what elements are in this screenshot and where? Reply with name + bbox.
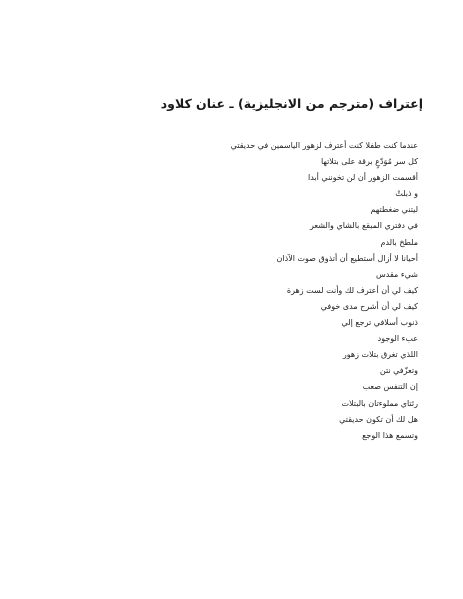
poem-line: وتعزّفي نتن — [379, 366, 418, 376]
poem-line: عندما كنت طفلا كنت أعترف لزهور الياسمين في حديقتي — [230, 141, 418, 150]
poem-line: كل سر مُوَدّعٍ برقة على بتلاتها — [320, 157, 418, 167]
poem-line: هل لك أن تكون حديقتي — [339, 414, 418, 424]
poem-line: و ذبلتْ — [395, 189, 418, 199]
poem-line: اللذي تغرق بتلات زهور — [342, 350, 418, 360]
poem-body — [118, 138, 418, 444]
poem-line: كيف لي أن أشرح مدى خوفي — [320, 301, 418, 311]
poem-line: وتسمع هذا الوجع — [362, 430, 418, 440]
poem-line: إن التنفس صعب — [362, 382, 418, 392]
poem-line: ليتني ضغطتهم — [370, 205, 418, 215]
poem-line: ملطخ بالدم — [380, 237, 418, 247]
poem-line: عبء الوجود — [377, 334, 418, 344]
poem-line: شيء مقدس — [376, 269, 418, 279]
poem-line: ذنوب أسلافي ترجع إلي — [341, 318, 418, 328]
poem-line: رئتاي مملوءتان بالبتلات — [341, 398, 418, 408]
poem-line: أحيانا لا أزال أستطيع أن أتذوق صوت الآذان — [276, 253, 418, 263]
poem-line: أقسمت الزهور أن لن تخونني أبدا — [308, 173, 418, 183]
poem-line: كيف لي أن أعترف لك وأنت لست زهرة — [286, 285, 418, 295]
poem-title: إعتراف (مترجم من الانجليزية) ـ عنان كلاود — [160, 96, 423, 111]
poem-line: في دفتري المبقع بالشاي والشعر — [309, 221, 418, 231]
